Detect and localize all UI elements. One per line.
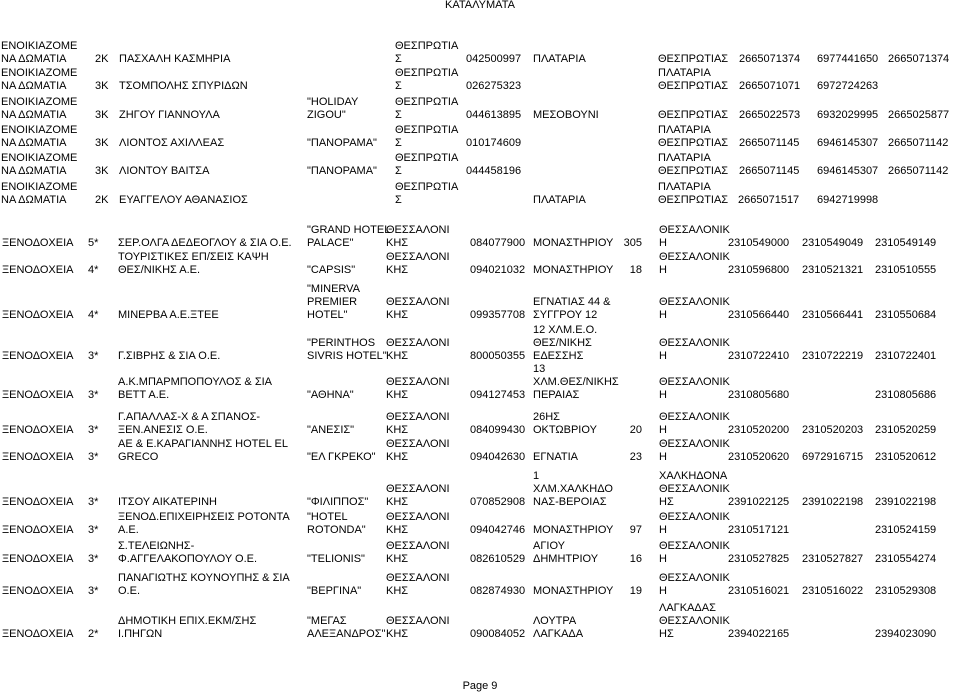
cell-tel1: 2310805680 xyxy=(728,389,790,401)
cell-pref: ΘΕΣΣΑΛΟΝΙ ΚΗΣ xyxy=(386,376,450,401)
cell-tel1: 2310722410 xyxy=(728,350,790,362)
cell-afm: 070852908 xyxy=(470,496,526,508)
cell-pref: ΘΕΣΣΑΛΟΝΙ ΚΗΣ xyxy=(386,511,450,536)
cell-tel1: 2665071517 xyxy=(738,194,800,206)
cell-pref: ΘΕΣΠΡΩΤΙΑ Σ xyxy=(395,40,459,65)
cell-cls: 3* xyxy=(88,496,99,508)
cell-num: 19 xyxy=(629,585,642,597)
cell-tel1: 2391022125 xyxy=(728,496,790,508)
room-row xyxy=(0,152,960,178)
cell-pref: ΘΕΣΣΑΛΟΝΙ ΚΗΣ xyxy=(386,615,450,640)
hotel-row xyxy=(0,283,960,322)
cell-num: 23 xyxy=(629,451,642,463)
cell-type: ΕΝΟΙΚΙΑΖΟΜΕ ΝΑ ΔΩΜΑΤΙΑ xyxy=(1,67,78,92)
cell-pref: ΘΕΣΣΑΛΟΝΙ ΚΗΣ xyxy=(386,251,450,276)
cell-type: ΞΕΝΟΔΟΧΕΙΑ xyxy=(2,237,74,249)
cell-name: "CAPSIS" xyxy=(307,264,356,276)
cell-name: "MINERVA PREMIER HOTEL" xyxy=(307,283,361,321)
cell-afm: 042500997 xyxy=(466,53,522,65)
cell-tel1: 2310517121 xyxy=(728,524,790,536)
cell-fax: 2310524159 xyxy=(875,524,937,536)
cell-owner: Γ.ΑΠΑΛΛΑΣ-Χ & Α ΣΠΑΝΟΣ- ΞΕΝ.ΑΝΕΣΙΣ Ο.Ε. xyxy=(118,411,261,436)
hotel-row xyxy=(0,324,960,363)
cell-owner: ΜΙΝΕΡΒΑ Α.Ε.ΞΤΕΕ xyxy=(118,309,219,321)
cell-cls: 3* xyxy=(88,350,99,362)
cell-addr: ΜΟΝΑΣΤΗΡΙΟΥ xyxy=(533,264,614,276)
cell-name: "TELIONIS" xyxy=(307,553,365,565)
page-footer xyxy=(0,680,960,693)
cell-pref: ΘΕΣΣΑΛΟΝΙ ΚΗΣ xyxy=(386,540,450,565)
cell-addr: ΜΟΝΑΣΤΗΡΙΟΥ xyxy=(533,237,614,249)
cell-type: ΕΝΟΙΚΙΑΖΟΜΕ ΝΑ ΔΩΜΑΤΙΑ xyxy=(1,40,78,65)
cell-fax: 2310805686 xyxy=(875,389,937,401)
cell-afm: 090084052 xyxy=(470,628,526,640)
cell-tel2: 2310549049 xyxy=(802,237,864,249)
hotel-row xyxy=(0,511,960,537)
cell-afm: 044613895 xyxy=(466,109,522,121)
cell-area: ΠΛΑΤΑΡΙΑ ΘΕΣΠΡΩΤΙΑΣ xyxy=(658,152,729,177)
cell-type: ΞΕΝΟΔΟΧΕΙΑ xyxy=(2,524,74,536)
cell-pref: ΘΕΣΣΑΛΟΝΙ ΚΗΣ xyxy=(386,337,450,362)
cell-owner: ΤΣΟΜΠΟΛΗΣ ΣΠΥΡΙΔΩΝ xyxy=(119,80,248,92)
cell-type: ΕΝΟΙΚΙΑΖΟΜΕ ΝΑ ΔΩΜΑΤΙΑ xyxy=(1,152,78,177)
cell-type: ΞΕΝΟΔΟΧΕΙΑ xyxy=(2,585,74,597)
cell-tel2: 6932029995 xyxy=(817,109,879,121)
cell-cls: 3* xyxy=(88,389,99,401)
cell-afm: 094042746 xyxy=(470,524,526,536)
cell-addr: 1 ΧΛΜ.ΧΑΛΚΗΔΟ ΝΑΣ-ΒΕΡΟΙΑΣ xyxy=(533,470,613,508)
cell-fax: 2310510555 xyxy=(875,264,937,276)
cell-owner: ΠΑΝΑΓΙΩΤΗΣ ΚΟΥΝΟΥΠΗΣ & ΣΙΑ Ο.Ε. xyxy=(118,572,290,597)
cell-area: ΘΕΣΣΑΛΟΝΙΚ Η xyxy=(659,251,730,276)
cell-cls: 3* xyxy=(88,524,99,536)
cell-owner: ΖΗΓΟΥ ΓΙΑΝΝΟΥΛΑ xyxy=(119,109,220,121)
room-row xyxy=(0,124,960,150)
cell-name: "ΑΘΗΝΑ" xyxy=(307,389,354,401)
cell-num: 16 xyxy=(629,553,642,565)
cell-cls: 4* xyxy=(88,309,99,321)
hotel-row xyxy=(0,411,960,437)
cell-area: ΘΕΣΣΑΛΟΝΙΚ Η xyxy=(659,540,730,565)
cell-cls: 3Κ xyxy=(95,165,109,177)
hotel-row xyxy=(0,602,960,641)
cell-pref: ΘΕΣΠΡΩΤΙΑ Σ xyxy=(395,181,459,206)
cell-fax: 2310520259 xyxy=(875,424,937,436)
cell-num: 20 xyxy=(629,424,642,436)
cell-fax: 2310550684 xyxy=(875,309,937,321)
cell-name: "ΦΙΛΙΠΠΟΣ" xyxy=(307,496,369,508)
cell-name: "PERINTHOS SIVRIS HOTEL" xyxy=(307,337,387,362)
cell-cls: 2Κ xyxy=(95,194,109,206)
cell-num: 97 xyxy=(629,524,642,536)
cell-tel2: 6972724263 xyxy=(817,80,879,92)
cell-name: "ΒΕΡΓΙΝΑ" xyxy=(307,585,362,597)
cell-area: ΘΕΣΣΑΛΟΝΙΚ Η xyxy=(659,511,730,536)
cell-area: ΘΕΣΣΑΛΟΝΙΚ Η xyxy=(659,411,730,436)
hotel-row xyxy=(0,572,960,598)
cell-type: ΕΝΟΙΚΙΑΖΟΜΕ ΝΑ ΔΩΜΑΤΙΑ xyxy=(1,124,78,149)
cell-afm: 094042630 xyxy=(470,451,526,463)
cell-pref: ΘΕΣΠΡΩΤΙΑ Σ xyxy=(395,67,459,92)
page-number: Page 9 xyxy=(462,680,498,692)
cell-name: "ΑΝΕΣΙΣ" xyxy=(307,424,355,436)
cell-type: ΞΕΝΟΔΟΧΕΙΑ xyxy=(2,350,74,362)
cell-fax: 2310549149 xyxy=(875,237,937,249)
cell-pref: ΘΕΣΠΡΩΤΙΑ Σ xyxy=(395,152,459,177)
cell-area: ΘΕΣΠΡΩΤΙΑΣ xyxy=(658,109,729,121)
cell-area: ΠΛΑΤΑΡΙΑ ΘΕΣΠΡΩΤΙΑΣ xyxy=(658,181,729,206)
hotel-row xyxy=(0,540,960,566)
cell-name: "GRAND HOTEL PALACE" xyxy=(307,224,391,249)
cell-cls: 2Κ xyxy=(95,53,109,65)
cell-tel2: 6942719998 xyxy=(817,194,879,206)
cell-tel1: 2665071145 xyxy=(739,137,800,149)
cell-owner: ΙΤΣΟΥ ΑΙΚΑΤΕΡΙΝΗ xyxy=(118,496,217,508)
cell-tel1: 2394022165 xyxy=(728,628,790,640)
cell-pref: ΘΕΣΣΑΛΟΝΙ ΚΗΣ xyxy=(386,438,450,463)
hotel-row xyxy=(0,251,960,277)
cell-name: "ΠΑΝΟΡΑΜΑ" xyxy=(307,165,377,177)
room-row xyxy=(0,67,960,93)
cell-cls: 3Κ xyxy=(95,137,109,149)
cell-addr: 12 ΧΛΜ.Ε.Ο. ΘΕΣ/ΝΙΚΗΣ ΕΔΕΣΣΗΣ xyxy=(533,324,598,362)
cell-afm: 099357708 xyxy=(470,309,526,321)
cell-tel2: 6946145307 xyxy=(817,165,879,177)
cell-type: ΞΕΝΟΔΟΧΕΙΑ xyxy=(2,264,74,276)
cell-cls: 3Κ xyxy=(95,109,109,121)
cell-fax: 2394023090 xyxy=(875,628,937,640)
cell-area: ΘΕΣΣΑΛΟΝΙΚ Η xyxy=(659,337,730,362)
cell-owner: ΤΟΥΡΙΣΤΙΚΕΣ ΕΠ/ΣΕΙΣ ΚΑΨΗ ΘΕΣ/ΝΙΚΗΣ Α.Ε. xyxy=(118,251,269,276)
cell-tel1: 2665071374 xyxy=(739,53,801,65)
cell-owner: ΛΙΟΝΤΟΣ ΑΧΙΛΛΕΑΣ xyxy=(119,137,225,149)
cell-addr: ΠΛΑΤΑΡΙΑ xyxy=(533,53,586,65)
cell-fax: 2310529308 xyxy=(875,585,937,597)
cell-addr: ΕΓΝΑΤΙΑΣ 44 & ΣΥΓΓΡΟΥ 12 xyxy=(533,296,611,321)
cell-cls: 5* xyxy=(88,237,99,249)
cell-owner: ΣΕΡ.ΟΛΓΑ ΔΕΔΕΟΓΛΟΥ & ΣΙΑ Ο.Ε. xyxy=(118,237,292,249)
cell-area: ΘΕΣΣΑΛΟΝΙΚ Η xyxy=(659,376,730,401)
cell-num: 305 xyxy=(623,237,642,249)
hotel-row xyxy=(0,363,960,402)
cell-num: 18 xyxy=(629,264,642,276)
cell-afm: 084077900 xyxy=(470,237,526,249)
cell-area: ΠΛΑΤΑΡΙΑ ΘΕΣΠΡΩΤΙΑΣ xyxy=(658,124,729,149)
cell-afm: 026275323 xyxy=(466,80,522,92)
cell-pref: ΘΕΣΠΡΩΤΙΑ Σ xyxy=(395,96,459,121)
cell-tel2: 2310516022 xyxy=(802,585,864,597)
cell-afm: 082610529 xyxy=(470,553,526,565)
cell-type: ΞΕΝΟΔΟΧΕΙΑ xyxy=(2,389,74,401)
cell-name: "ΠΑΝΟΡΑΜΑ" xyxy=(307,137,377,149)
cell-addr: 26ΗΣ ΟΚΤΩΒΡΙΟΥ xyxy=(533,411,597,436)
cell-afm: 010174609 xyxy=(466,137,522,149)
cell-fax: 2310554274 xyxy=(875,553,937,565)
cell-cls: 4* xyxy=(88,264,99,276)
cell-tel2: 6977441650 xyxy=(817,53,879,65)
cell-tel1: 2310549000 xyxy=(728,237,790,249)
cell-owner: ΠΑΣΧΑΛΗ ΚΑΣΜΗΡΙΑ xyxy=(119,53,231,65)
room-row xyxy=(0,40,960,66)
cell-pref: ΘΕΣΠΡΩΤΙΑ Σ xyxy=(395,124,459,149)
cell-fax: 2310722401 xyxy=(875,350,937,362)
cell-type: ΞΕΝΟΔΟΧΕΙΑ xyxy=(2,424,74,436)
cell-addr: 13 ΧΛΜ.ΘΕΣ/ΝΙΚΗΣ ΠΕΡΑΙΑΣ xyxy=(533,363,619,401)
cell-area: ΘΕΣΣΑΛΟΝΙΚ Η xyxy=(659,296,730,321)
cell-tel2: 2310527827 xyxy=(802,553,864,565)
cell-type: ΕΝΟΙΚΙΑΖΟΜΕ ΝΑ ΔΩΜΑΤΙΑ xyxy=(1,96,78,121)
cell-name: "ΕΛ ΓΚΡΕΚΟ" xyxy=(307,451,376,463)
cell-afm: 084099430 xyxy=(470,424,526,436)
cell-addr: ΜΟΝΑΣΤΗΡΙΟΥ xyxy=(533,524,614,536)
cell-addr: ΕΓΝΑΤΙΑ xyxy=(533,451,578,463)
cell-tel2: 6946145307 xyxy=(817,137,879,149)
cell-area: ΠΛΑΤΑΡΙΑ ΘΕΣΠΡΩΤΙΑΣ xyxy=(658,67,729,92)
cell-tel1: 2665022573 xyxy=(739,109,801,121)
cell-type: ΞΕΝΟΔΟΧΕΙΑ xyxy=(2,553,74,565)
cell-afm: 094127453 xyxy=(470,389,526,401)
cell-owner: ΞΕΝΟΔ.ΕΠΙΧΕΙΡΗΣΕΙΣ ΡΟΤΟΝΤΑ Α.Ε. xyxy=(118,511,290,536)
cell-afm: 082874930 xyxy=(470,585,526,597)
cell-owner: Α.Κ.ΜΠΑΡΜΠΟΠΟΥΛΟΣ & ΣΙΑ ΒΕΤΤ Α.Ε. xyxy=(118,376,273,401)
hotel-row xyxy=(0,438,960,464)
cell-addr: ΠΛΑΤΑΡΙΑ xyxy=(533,194,586,206)
cell-tel2: 6972916715 xyxy=(802,451,864,463)
cell-type: ΕΝΟΙΚΙΑΖΟΜΕ ΝΑ ΔΩΜΑΤΙΑ xyxy=(1,181,78,206)
cell-cls: 3* xyxy=(88,585,99,597)
cell-cls: 2* xyxy=(88,628,99,640)
cell-cls: 3* xyxy=(88,553,99,565)
cell-tel1: 2310520200 xyxy=(728,424,790,436)
cell-addr: ΛΟΥΤΡΑ ΛΑΓΚΑΔΑ xyxy=(533,615,584,640)
cell-area: ΘΕΣΣΑΛΟΝΙΚ Η xyxy=(659,224,730,249)
cell-tel2: 2310566441 xyxy=(802,309,864,321)
cell-area: ΧΑΛΚΗΔΟΝΑ ΘΕΣΣΑΛΟΝΙΚ ΗΣ xyxy=(659,470,730,508)
cell-owner: ΔΗΜΟΤΙΚΗ ΕΠΙΧ.ΕΚΜ/ΣΗΣ Ι.ΠΗΓΩΝ xyxy=(118,615,257,640)
cell-type: ΞΕΝΟΔΟΧΕΙΑ xyxy=(2,451,74,463)
cell-pref: ΘΕΣΣΑΛΟΝΙ ΚΗΣ xyxy=(386,224,450,249)
cell-tel1: 2310596800 xyxy=(728,264,790,276)
cell-tel1: 2665071071 xyxy=(739,80,801,92)
cell-afm: 800050355 xyxy=(470,350,526,362)
cell-name: "ΜΕΓΑΣ ΑΛΕΞΑΝΔΡΟΣ" xyxy=(307,615,386,640)
cell-tel1: 2310520620 xyxy=(728,451,790,463)
cell-owner: ΕΥΑΓΓΕΛΟΥ ΑΘΑΝΑΣΙΟΣ xyxy=(119,194,248,206)
cell-pref: ΘΕΣΣΑΛΟΝΙ ΚΗΣ xyxy=(386,483,450,508)
cell-area: ΛΑΓΚΑΔΑΣ ΘΕΣΣΑΛΟΝΙΚ ΗΣ xyxy=(659,602,730,640)
cell-tel2: 2310722219 xyxy=(802,350,864,362)
cell-type: ΞΕΝΟΔΟΧΕΙΑ xyxy=(2,309,74,321)
cell-owner: ΑΕ & Ε.ΚΑΡΑΓΙΑΝΝΗΣ HOTEL EL GRECO xyxy=(118,438,288,463)
cell-type: ΞΕΝΟΔΟΧΕΙΑ xyxy=(2,628,74,640)
page-title: ΚΑΤΑΛΥΜΑΤΑ xyxy=(445,0,515,11)
cell-owner: Σ.ΤΕΛΕΙΩΝΗΣ- Φ.ΑΓΓΕΛΑΚΟΠΟΥΛΟΥ Ο.Ε. xyxy=(118,540,258,565)
cell-owner: ΛΙΟΝΤΟΥ ΒΑΙΤΣΑ xyxy=(119,165,210,177)
cell-afm: 094021032 xyxy=(470,264,526,276)
hotel-row xyxy=(0,470,960,509)
cell-cls: 3* xyxy=(88,451,99,463)
cell-fax: 2310520612 xyxy=(875,451,937,463)
cell-name: "HOLIDAY ZIGOU" xyxy=(307,96,359,121)
cell-tel1: 2310527825 xyxy=(728,553,790,565)
cell-fax: 2391022198 xyxy=(875,496,937,508)
cell-pref: ΘΕΣΣΑΛΟΝΙ ΚΗΣ xyxy=(386,572,450,597)
cell-addr: ΜΟΝΑΣΤΗΡΙΟΥ xyxy=(533,585,614,597)
cell-area: ΘΕΣΣΑΛΟΝΙΚ Η xyxy=(659,438,730,463)
cell-owner: Γ.ΣΙΒΡΗΣ & ΣΙΑ Ο.Ε. xyxy=(118,350,221,362)
cell-fax: 2665071142 xyxy=(888,137,949,149)
cell-tel2: 2310520203 xyxy=(802,424,864,436)
cell-name: "HOTEL ROTONDA" xyxy=(307,511,366,536)
cell-fax: 2665071142 xyxy=(888,165,949,177)
cell-area: ΘΕΣΠΡΩΤΙΑΣ xyxy=(658,53,729,65)
cell-cls: 3Κ xyxy=(95,80,109,92)
room-row xyxy=(0,96,960,122)
hotel-row xyxy=(0,224,960,250)
cell-fax: 2665071374 xyxy=(888,53,950,65)
cell-type: ΞΕΝΟΔΟΧΕΙΑ xyxy=(2,496,74,508)
cell-cls: 3* xyxy=(88,424,99,436)
cell-tel1: 2310566440 xyxy=(728,309,790,321)
cell-tel2: 2310521321 xyxy=(802,264,864,276)
room-row xyxy=(0,181,960,207)
cell-fax: 2665025877 xyxy=(888,109,950,121)
cell-afm: 044458196 xyxy=(466,165,522,177)
cell-tel2: 2391022198 xyxy=(802,496,864,508)
cell-pref: ΘΕΣΣΑΛΟΝΙ ΚΗΣ xyxy=(386,411,450,436)
cell-area: ΘΕΣΣΑΛΟΝΙΚ Η xyxy=(659,572,730,597)
cell-tel1: 2665071145 xyxy=(739,165,800,177)
cell-addr: ΜΕΣΟΒΟΥΝΙ xyxy=(533,109,599,121)
cell-pref: ΘΕΣΣΑΛΟΝΙ ΚΗΣ xyxy=(386,296,450,321)
cell-addr: ΑΓΙΟΥ ΔΗΜΗΤΡΙΟΥ xyxy=(533,540,599,565)
cell-tel1: 2310516021 xyxy=(728,585,790,597)
